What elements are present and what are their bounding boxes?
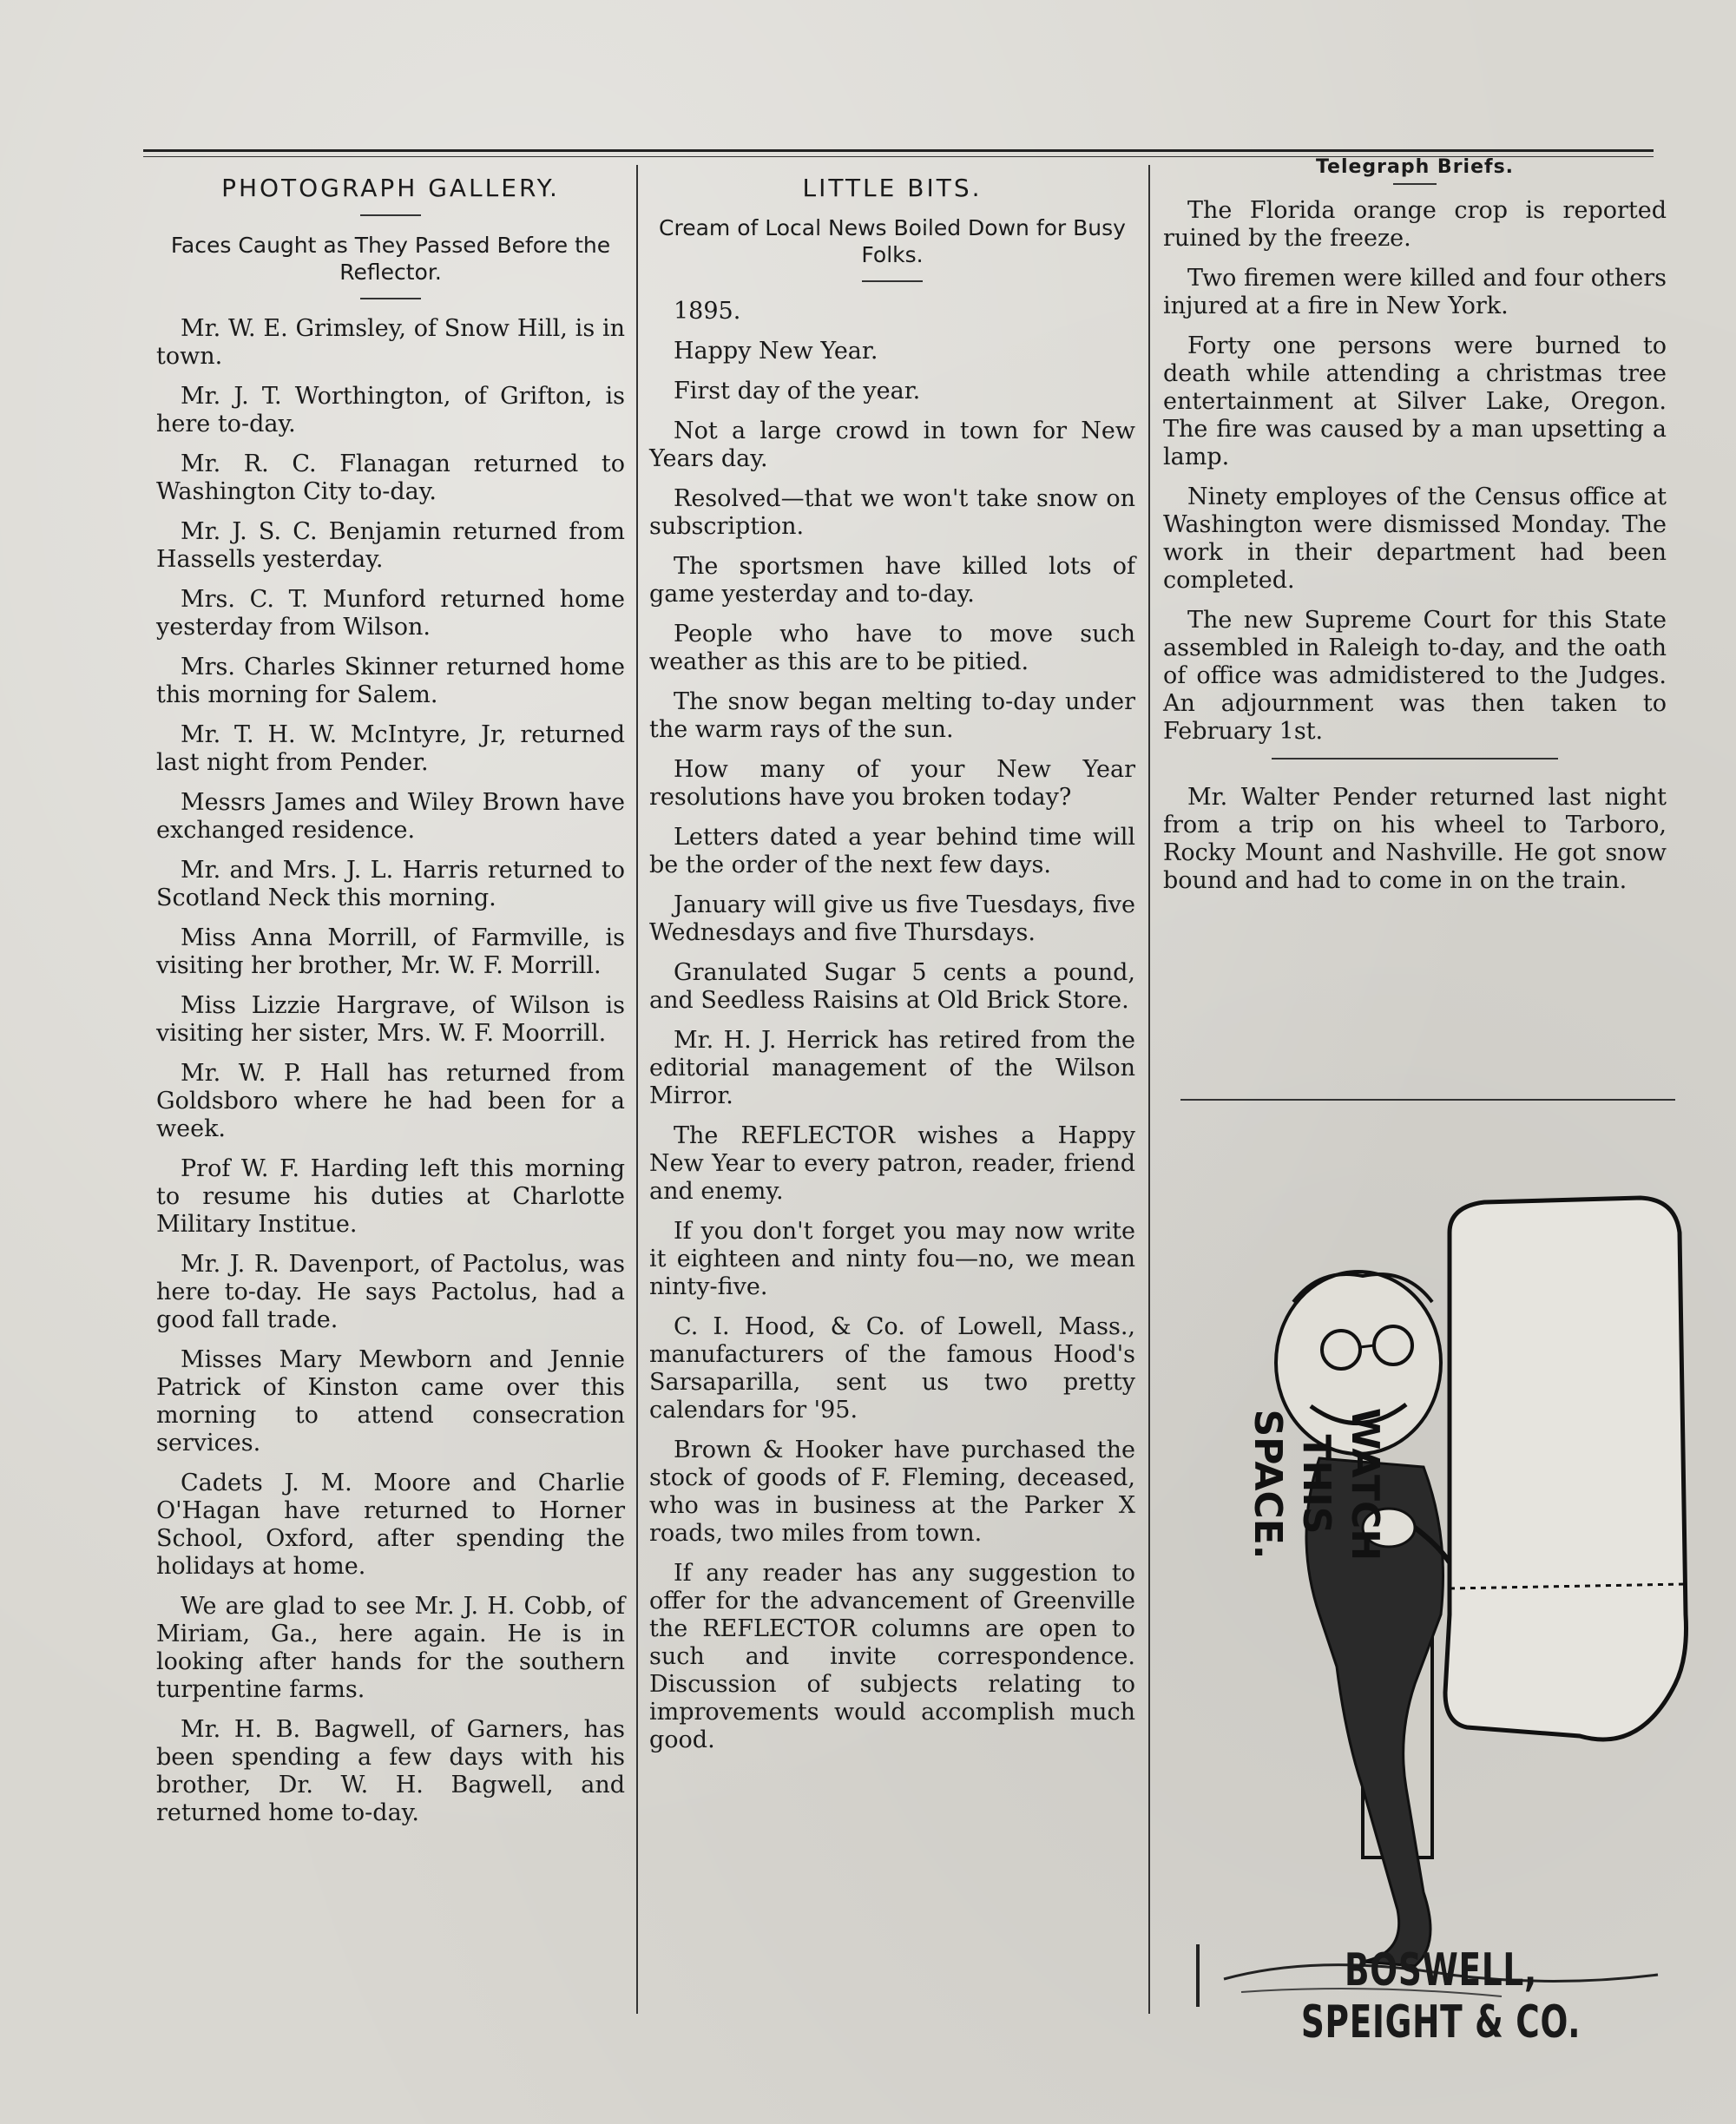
column-divider (1148, 165, 1150, 2014)
news-item: Mr. W. P. Hall has returned from Goldsboro where he had been for a week. (156, 1060, 625, 1142)
news-item: Mr. H. B. Bagwell, of Garners, has been spending a few days with his brother, Dr. W. H. Bagwell, and returned home to-day. (156, 1716, 625, 1826)
boot-shape (1445, 1198, 1687, 1739)
advert-bar (1196, 1944, 1200, 2007)
divider (862, 280, 923, 282)
news-item: Prof W. F. Harding left this morning to resume his duties at Charlotte Military Institue. (156, 1155, 625, 1238)
news-item: We are glad to see Mr. J. H. Cobb, of Miriam, Ga., here again. He is in looking after hands for the southern turpentine farms. (156, 1593, 625, 1703)
news-item: The REFLECTOR wishes a Happy New Year to every patron, reader, friend and enemy. (649, 1122, 1135, 1205)
news-item: Mrs. C. T. Munford returned home yesterday from Wilson. (156, 586, 625, 641)
boot-text-line: WATCH (1343, 1407, 1387, 1562)
item-list (156, 315, 625, 1827)
news-item: Mr. R. C. Flanagan returned to Washington City to-day. (156, 450, 625, 505)
boot-text-line: THIS (1294, 1434, 1338, 1535)
section-title: PHOTOGRAPH GALLERY. (221, 174, 560, 202)
divider (1393, 183, 1437, 185)
divider (1272, 758, 1558, 760)
section-subtitle: Faces Caught as They Passed Before the Reflector. (170, 233, 611, 285)
news-item: First day of the year. (674, 378, 921, 404)
section-title: LITTLE BITS. (802, 174, 983, 202)
news-item: Miss Lizzie Hargrave, of Wilson is visiting her sister, Mrs. W. F. Moorrill. (156, 992, 625, 1047)
news-item: Misses Mary Mewborn and Jennie Patrick of Kinston came over this morning to attend consecration services. (156, 1346, 625, 1457)
news-item: The new Supreme Court for this State assembled in Raleigh to-day, and the oath of office was admidistered to the Judges. An adjournment was then taken to February 1st. (1163, 607, 1667, 745)
news-item: Messrs James and Wiley Brown have exchanged residence. (156, 789, 625, 844)
news-item: If any reader has any suggestion to offer for the advancement of Greenville the REFLECTOR columns are open to such and invite correspondence. Discussion of subjects relating to improvements would accomplish much good. (649, 1560, 1135, 1753)
news-item: Not a large crowd in town for New Years day. (649, 418, 1135, 472)
news-item: January will give us five Tuesdays, five Wednesdays and five Thursdays. (649, 891, 1135, 946)
news-item: Mr. Walter Pender returned last night from a trip on his wheel to Tarboro, Rocky Mount and Nashville. He got snow bound and had to come in on the train. (1163, 784, 1667, 894)
column-photograph-gallery (156, 174, 625, 1839)
column-telegraph-briefs (1163, 156, 1667, 907)
column-little-bits (649, 174, 1135, 1766)
news-item: Mr. J. S. C. Benjamin returned from Hassells yesterday. (156, 518, 625, 573)
news-item: How many of your New Year resolutions have you broken today? (649, 756, 1135, 811)
advert-boot-text (1246, 1328, 1389, 1641)
item-list (1163, 197, 1667, 746)
advert-top-rule (1180, 1099, 1675, 1101)
news-item: Mr. J. T. Worthington, of Grifton, is here to-day. (156, 383, 625, 437)
item-list (649, 298, 1135, 1754)
news-item: C. I. Hood, & Co. of Lowell, Mass., manufacturers of the famous Hood's Sarsaparilla, sent us two pretty calendars for '95. (649, 1313, 1135, 1424)
news-item: Ninety employes of the Census office at Washington were dismissed Monday. The work in their department had been completed. (1163, 483, 1667, 594)
divider (360, 298, 421, 299)
news-item: Miss Anna Morrill, of Farmville, is visiting her brother, Mr. W. F. Morrill. (156, 924, 625, 979)
news-item: Mrs. Charles Skinner returned home this morning for Salem. (156, 654, 625, 708)
news-item: Letters dated a year behind time will be the order of the next few days. (649, 824, 1135, 878)
advert-firm-name: BOSWELL, SPEIGHT & CO. (1300, 1944, 1581, 2048)
news-item: 1895. (674, 298, 741, 325)
news-item: Brown & Hooker have purchased the stock of goods of F. Fleming, deceased, who was in business at the Parker X roads, two miles from town. (649, 1437, 1135, 1547)
news-item: Mr. W. E. Grimsley, of Snow Hill, is in town. (156, 315, 625, 370)
divider (360, 214, 421, 216)
news-item: Mr. and Mrs. J. L. Harris returned to Scotland Neck this morning. (156, 857, 625, 911)
news-item: Cadets J. M. Moore and Charlie O'Hagan have returned to Horner School, Oxford, after spending the holidays at home. (156, 1470, 625, 1580)
top-rule (143, 149, 1654, 152)
news-item: The sportsmen have killed lots of game yesterday and to-day. (649, 553, 1135, 608)
news-item: Happy New Year. (674, 338, 878, 365)
news-item: Resolved—that we won't take snow on subscription. (649, 485, 1135, 540)
news-item: The snow began melting to-day under the warm rays of the sun. (649, 688, 1135, 743)
news-item: Granulated Sugar 5 cents a pound, and Seedless Raisins at Old Brick Store. (649, 959, 1135, 1014)
section-subtitle: Cream of Local News Boiled Down for Busy Folks. (659, 215, 1126, 267)
news-item: Mr. T. H. W. McIntyre, Jr, returned last night from Pender. (156, 721, 625, 776)
column-divider (636, 165, 638, 2014)
news-item: Forty one persons were burned to death while attending a christmas tree entertainment at Silver Lake, Oregon. The fire was caused by a man upsetting a lamp. (1163, 332, 1667, 470)
news-item: Two firemen were killed and four others injured at a fire in New York. (1163, 265, 1667, 319)
news-item: Mr. H. J. Herrick has retired from the editorial management of the Wilson Mirror. (649, 1027, 1135, 1109)
boot-text-line: SPACE. (1246, 1409, 1290, 1560)
news-item: People who have to move such weather as this are to be pitied. (649, 621, 1135, 675)
section-title: Telegraph Briefs. (1315, 156, 1515, 178)
news-item: Mr. J. R. Davenport, of Pactolus, was here to-day. He says Pactolus, had a good fall trade. (156, 1251, 625, 1333)
news-item: If you don't forget you may now write it eighteen and ninty fou—no, we mean ninty-five. (649, 1218, 1135, 1300)
news-item: The Florida orange crop is reported ruined by the freeze. (1163, 197, 1667, 252)
